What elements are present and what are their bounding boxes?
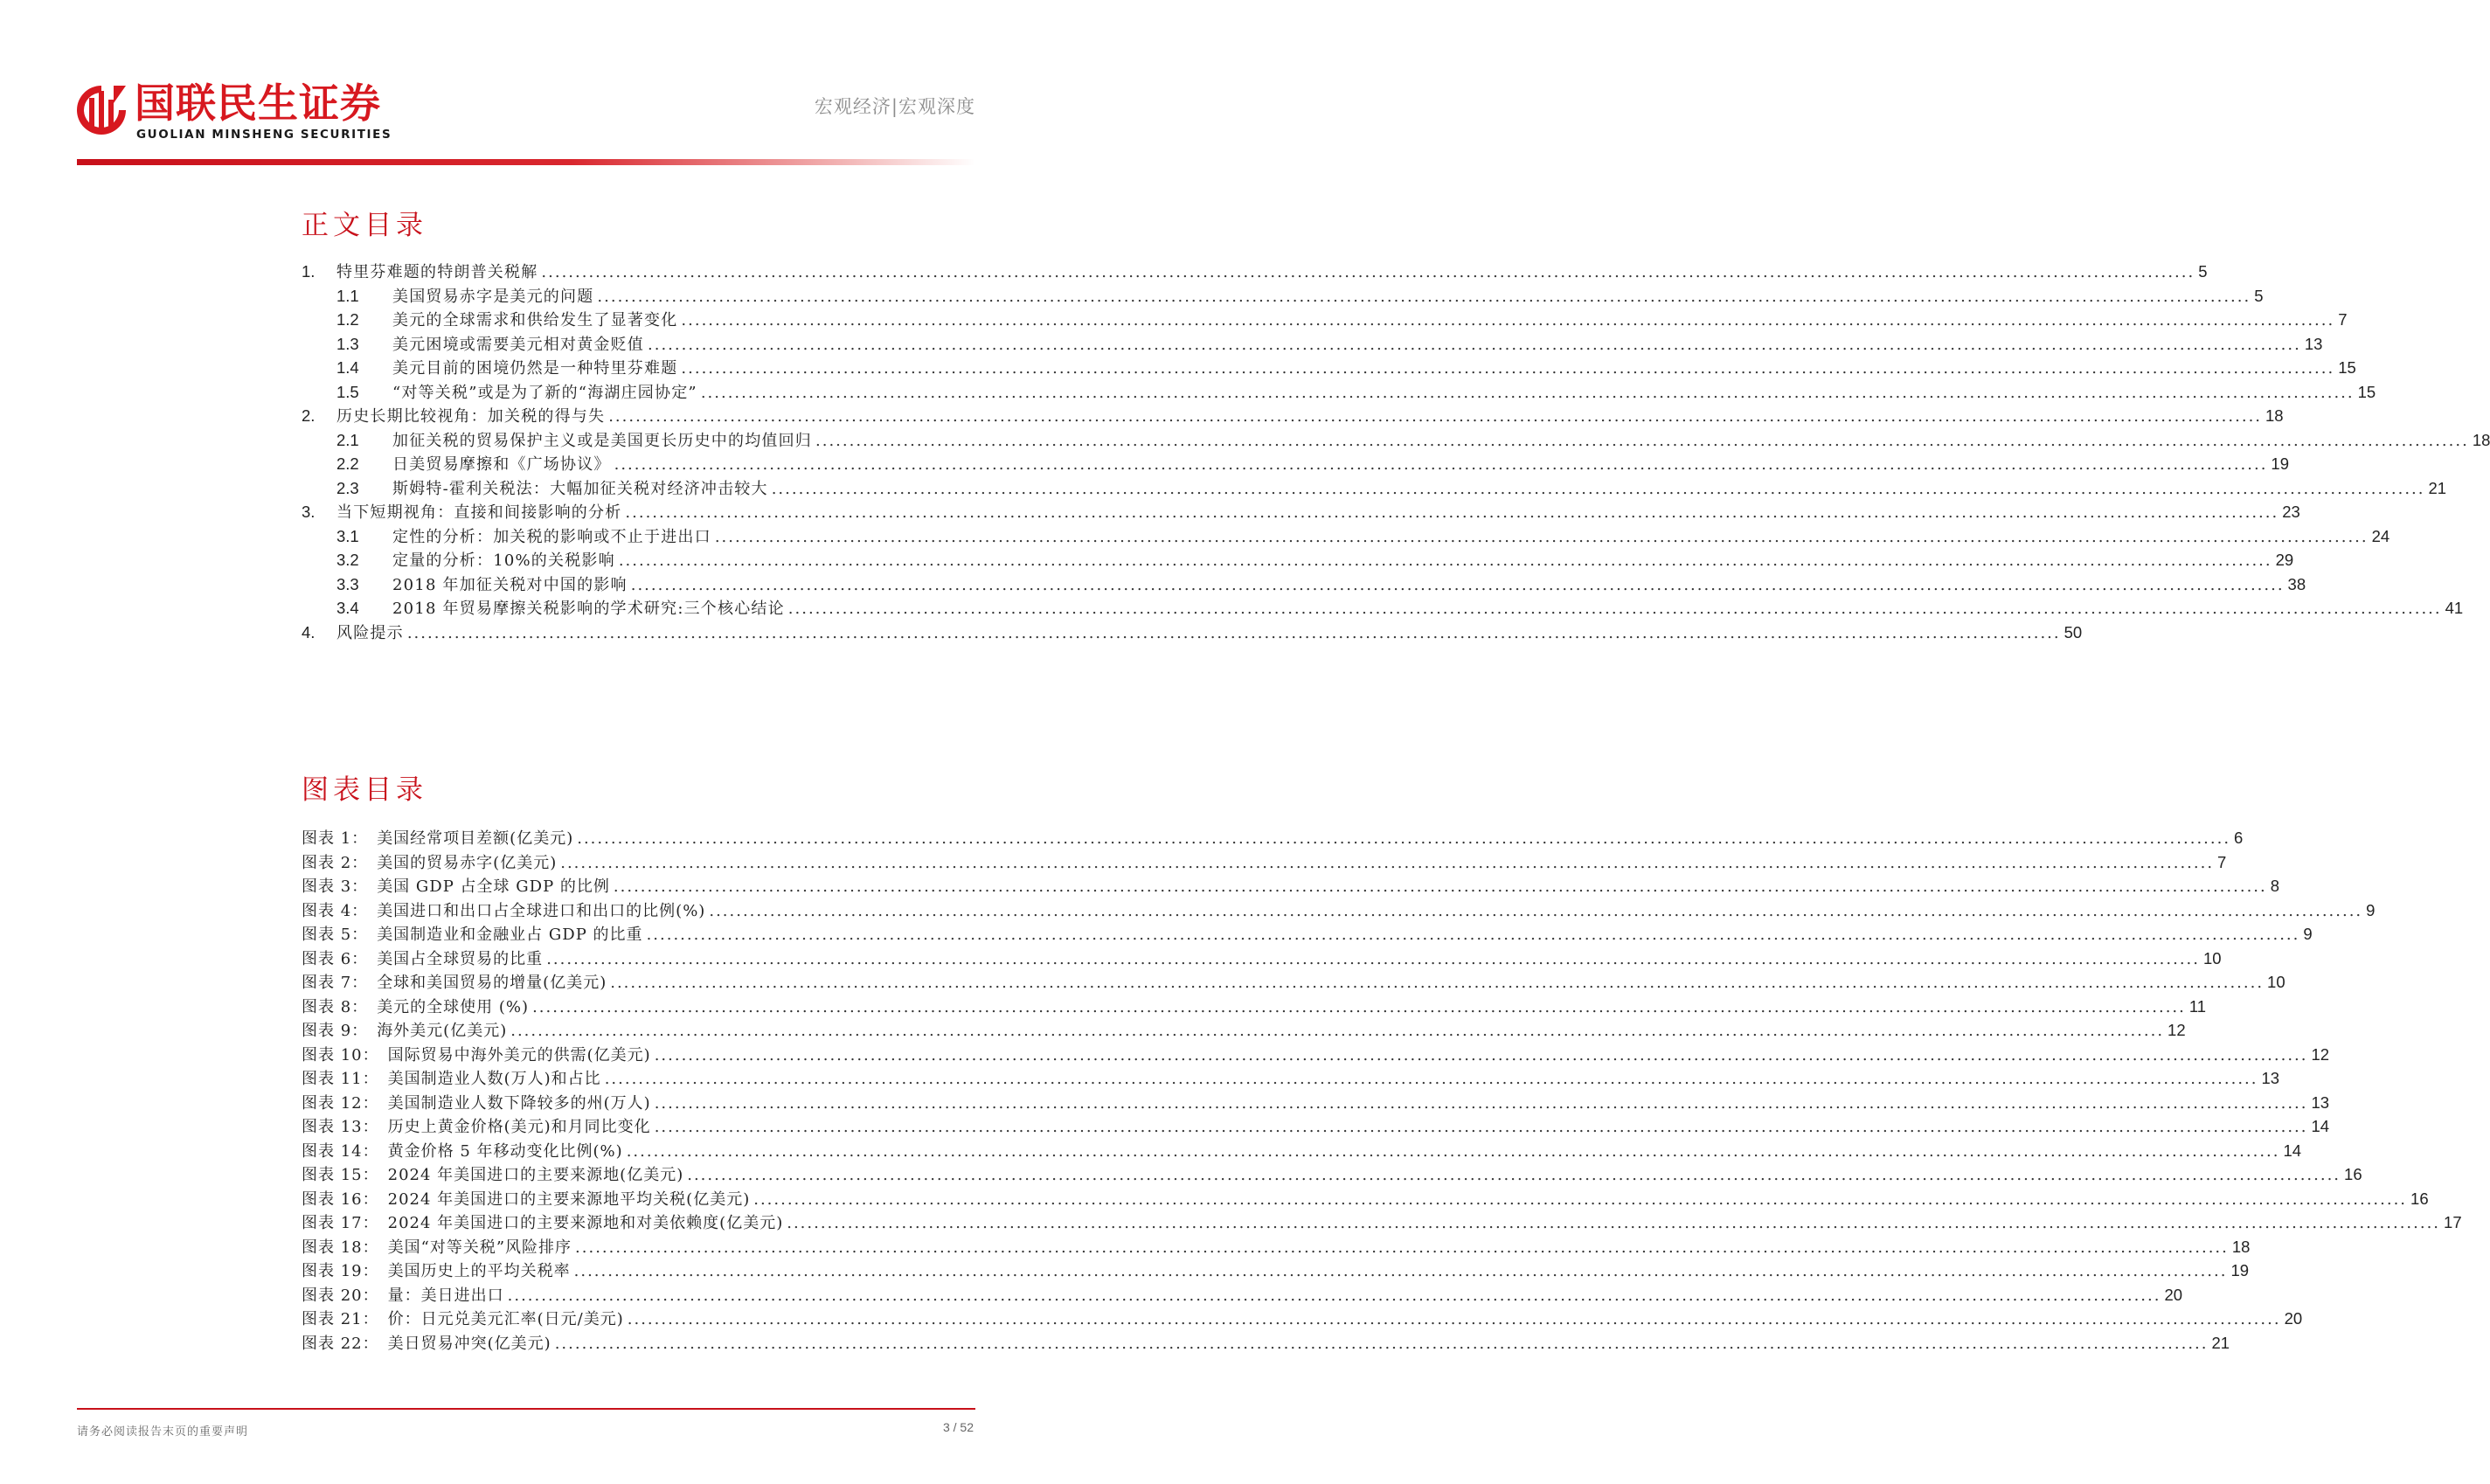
toc-entry[interactable]	[302, 404, 2284, 428]
toc-entry-page: 5	[2198, 262, 2208, 281]
dot-leader	[787, 1211, 2440, 1236]
toc-entry-number: 3.1	[336, 526, 359, 545]
dot-leader	[560, 851, 2214, 876]
figure-entry-page: 14	[2283, 1141, 2302, 1160]
figure-entry-label: 图表 1：	[302, 829, 369, 848]
figure-entry-label: 图表 19：	[302, 1262, 379, 1280]
figure-entry-title: 2024 年美国进口的主要来源地平均关税(亿美元)	[387, 1189, 751, 1209]
toc-entry-title: 美国贸易赤字是美元的问题	[392, 287, 594, 306]
toc-entry-title: 定量的分析：10%的关税影响	[392, 551, 615, 570]
figure-entry-label: 图表 17：	[302, 1214, 379, 1232]
figure-entry-title: 美国进口和出口占全球进口和出口的比例(%)	[377, 901, 706, 920]
figure-entry-label: 图表 18：	[302, 1238, 379, 1257]
dot-leader	[701, 381, 2355, 406]
figure-entry[interactable]	[302, 1259, 2250, 1283]
figure-entry-title: 美国占全球贸易的比重	[377, 949, 544, 968]
figure-entry[interactable]	[302, 970, 2285, 995]
figure-entry-label: 图表 3：	[302, 877, 369, 896]
header-divider	[77, 159, 975, 165]
figure-entry-page: 13	[2261, 1069, 2280, 1087]
dot-leader	[546, 947, 2200, 972]
figure-entry-label: 图表 20：	[302, 1286, 379, 1305]
figure-entry-title: 2024 年美国进口的主要来源地和对美依赖度(亿美元)	[387, 1214, 784, 1232]
toc-entry-page: 5	[2254, 286, 2264, 305]
dot-leader	[574, 1259, 2228, 1284]
toc-entry-page: 15	[2357, 382, 2376, 401]
figure-entry-page: 18	[2231, 1237, 2251, 1256]
toc-entry-page: 13	[2304, 334, 2323, 353]
figure-entry-title: 美国历史上的平均关税率	[387, 1262, 571, 1280]
toc-entry-number: 3.3	[336, 574, 359, 593]
figure-entry-page: 12	[2311, 1044, 2330, 1064]
toc-entry-page: 7	[2338, 310, 2348, 329]
toc-entry[interactable]	[302, 380, 2376, 405]
figure-entry-page: 16	[2410, 1189, 2429, 1208]
toc-entry[interactable]	[302, 284, 2264, 309]
figure-entry-page: 10	[2203, 948, 2222, 967]
toc-entry[interactable]	[302, 428, 2490, 453]
toc-entry[interactable]	[302, 572, 2306, 597]
figure-entry[interactable]	[302, 922, 2313, 947]
toc-entry-number: 2.	[302, 406, 316, 425]
toc-entry[interactable]	[302, 548, 2294, 572]
toc-entry-title: 特里芬难题的特朗普关税解	[336, 263, 538, 281]
figure-entry-title: 美国“对等关税”风险排序	[387, 1238, 572, 1257]
figure-entry-page: 16	[2344, 1165, 2362, 1183]
figure-entry[interactable]	[302, 874, 2280, 898]
figure-entry-title: 黄金价格 5 年移动变化比例(%)	[387, 1141, 623, 1161]
toc-entry[interactable]	[302, 332, 2323, 357]
toc-entry-number: 3.4	[336, 599, 359, 617]
toc-entry-number: 3.	[302, 503, 316, 521]
toc-entry-title: 风险提示	[336, 623, 404, 642]
toc-entry[interactable]	[302, 260, 2208, 284]
dot-leader	[815, 429, 2469, 454]
toc-entry-title: 斯姆特-霍利关税法：大幅加征关税对经济冲击较大	[392, 479, 768, 498]
figure-entry-page: 20	[2164, 1285, 2183, 1304]
toc-entry-title: 2018 年加征关税对中国的影响	[392, 575, 628, 594]
toc-entry-page: 15	[2338, 358, 2356, 377]
toc-entry-page: 18	[2472, 430, 2490, 449]
dot-leader	[753, 1188, 2407, 1212]
figure-entry-title: 美国制造业人数下降较多的州(万人)	[387, 1093, 651, 1113]
figure-entry-title: 历史上黄金价格(美元)和月同比变化	[387, 1118, 651, 1136]
toc-entry-number: 1.2	[336, 310, 359, 329]
toc-entry-page: 29	[2275, 551, 2294, 569]
toc-entry-number: 1.	[302, 262, 316, 281]
toc-entry-page: 23	[2282, 503, 2300, 521]
toc-entry-page: 24	[2371, 526, 2390, 545]
figure-entry[interactable]	[302, 1091, 2330, 1115]
figure-entry-title: 价：日元兑美元汇率(日元/美元)	[387, 1310, 624, 1328]
toc-entry-page: 21	[2428, 478, 2447, 497]
figure-entry[interactable]	[302, 1210, 2462, 1235]
figure-entry-title: 美国制造业人数(万人)和占比	[387, 1070, 601, 1088]
figure-entry[interactable]	[302, 1187, 2429, 1211]
report-category: 宏观经济|宏观深度	[814, 96, 975, 117]
dot-leader	[614, 875, 2267, 899]
figure-entry-label: 图表 5：	[302, 926, 369, 944]
toc-entry-number: 1.4	[336, 358, 359, 377]
figure-entry-page: 6	[2234, 829, 2244, 847]
brand-logo	[75, 80, 416, 145]
figure-entry-label: 图表 21：	[302, 1310, 379, 1328]
figure-entry-label: 图表 2：	[302, 853, 369, 872]
toc-entry-title: 美元目前的困境仍然是一种特里芬难题	[392, 359, 678, 378]
figure-entry-page: 10	[2267, 973, 2285, 991]
toc-entry-number: 2.2	[336, 454, 359, 473]
dot-leader	[772, 477, 2425, 502]
figure-entry-label: 图表 7：	[302, 974, 369, 992]
figure-entry-page: 14	[2311, 1117, 2330, 1135]
toc-entry-number: 1.5	[336, 382, 359, 401]
footer-notice: 请务必阅读报告末页的重要声明	[77, 1425, 249, 1439]
figure-entry[interactable]	[302, 1139, 2302, 1163]
figure-entry[interactable]	[302, 1043, 2330, 1067]
figure-entry-title: 全球和美国贸易的增量(亿美元)	[377, 974, 607, 992]
figure-entry-page: 19	[2230, 1261, 2250, 1279]
figure-entry-title: 国际贸易中海外美元的供需(亿美元)	[387, 1045, 651, 1064]
dot-leader	[575, 1236, 2229, 1260]
dot-leader	[508, 1284, 2161, 1308]
toc-entry-number: 2.1	[336, 430, 359, 449]
figure-entry-page: 20	[2284, 1309, 2303, 1328]
figure-entry-title: 美国制造业和金融业占 GDP 的比重	[377, 926, 643, 944]
figures-list	[302, 826, 2462, 1355]
figure-entry[interactable]	[302, 898, 2376, 923]
dot-leader	[655, 1044, 2308, 1068]
figure-entry-label: 图表 16：	[302, 1189, 379, 1209]
logo-chinese-name: 国联民生证券	[135, 80, 381, 127]
figure-entry[interactable]	[302, 1018, 2186, 1043]
toc-entry[interactable]	[302, 500, 2300, 524]
dot-leader	[681, 357, 2334, 381]
figure-entry-label: 图表 15：	[302, 1166, 379, 1184]
figure-entry-label: 图表 11：	[302, 1070, 379, 1088]
footer-divider	[77, 1408, 975, 1410]
figure-entry-title: 美国的贸易赤字(亿美元)	[377, 853, 558, 872]
toc-entry-number: 3.2	[336, 551, 359, 569]
toc-list	[302, 260, 2490, 644]
toc-entry-title: 美元的全球需求和供给发生了显著变化	[392, 311, 678, 329]
toc-entry-number: 1.1	[336, 286, 359, 305]
figure-entry[interactable]	[302, 1114, 2330, 1139]
toc-entry-number: 2.3	[336, 478, 359, 497]
toc-entry-number: 4.	[302, 622, 316, 641]
figure-entry[interactable]	[302, 1066, 2280, 1091]
dot-leader	[788, 597, 2442, 621]
dot-leader	[510, 1019, 2164, 1044]
figure-entry-page: 12	[2167, 1021, 2186, 1039]
figure-entry[interactable]	[302, 826, 2244, 850]
toc-entry-page: 50	[2063, 622, 2083, 641]
toc-entry-title: 加征关税的贸易保护主义或是美国更长历史中的均值回归	[392, 431, 812, 450]
toc-entry-number: 1.3	[336, 334, 359, 353]
dot-leader	[619, 549, 2272, 573]
figure-entry-title: 海外美元(亿美元)	[377, 1022, 508, 1040]
figure-entry-title: 美国经常项目差额(亿美元)	[377, 829, 574, 848]
toc-entry-title: 定性的分析：加关税的影响或不止于进出口	[392, 527, 711, 546]
figure-entry-label: 图表 22：	[302, 1334, 379, 1353]
figure-entry-label: 图表 4：	[302, 901, 369, 920]
toc-entry[interactable]	[302, 621, 2083, 645]
figure-entry-label: 图表 12：	[302, 1093, 379, 1113]
toc-entry-page: 18	[2265, 406, 2284, 425]
toc-entry-title: 历史长期比较视角：加关税的得与失	[336, 407, 606, 426]
figure-entry[interactable]	[302, 1307, 2303, 1331]
dot-leader	[715, 525, 2369, 550]
toc-entry-title: 日美贸易摩擦和《广场协议》	[392, 455, 611, 474]
figure-entry[interactable]	[302, 850, 2227, 875]
dot-leader	[555, 1332, 2209, 1356]
dot-leader	[577, 827, 2230, 851]
toc-entry-title: 2018 年贸易摩擦关税影响的学术研究:三个核心结论	[392, 600, 785, 618]
figure-entry-label: 图表 8：	[302, 997, 369, 1016]
dot-leader	[532, 995, 2186, 1020]
figure-entry-title: 2024 年美国进口的主要来源地(亿美元)	[387, 1166, 684, 1184]
figure-entry-page: 21	[2211, 1333, 2230, 1352]
dot-leader	[605, 1067, 2258, 1092]
toc-entry[interactable]	[302, 524, 2390, 549]
figure-entry-label: 图表 10：	[302, 1045, 379, 1064]
dot-leader	[648, 333, 2301, 357]
figure-entry[interactable]	[302, 995, 2207, 1019]
figure-entry-title: 美元的全球使用 (%)	[377, 997, 530, 1016]
dot-leader	[627, 1140, 2280, 1164]
dot-leader	[687, 1163, 2341, 1188]
figure-entry-label: 图表 6：	[302, 949, 369, 968]
toc-title: 正文目录	[302, 210, 427, 241]
toc-entry-page: 41	[2445, 599, 2464, 617]
dot-leader	[655, 1092, 2308, 1116]
dot-leader	[541, 260, 2195, 285]
figure-entry-title: 美日贸易冲突(亿美元)	[387, 1334, 551, 1353]
figure-entry-label: 图表 9：	[302, 1022, 369, 1040]
figure-entry-page: 7	[2217, 852, 2227, 871]
figure-entry-title: 美国 GDP 占全球 GDP 的比例	[377, 877, 610, 896]
toc-entry-page: 19	[2271, 454, 2289, 473]
dot-leader	[625, 501, 2278, 525]
toc-entry-title: 美元困境或需要美元相对黄金贬值	[392, 335, 644, 354]
toc-entry[interactable]	[302, 596, 2464, 621]
dot-leader	[628, 1307, 2281, 1332]
logo-mark-icon	[75, 82, 128, 136]
toc-entry[interactable]	[302, 476, 2447, 501]
figure-entry[interactable]	[302, 1162, 2362, 1187]
toc-entry[interactable]	[302, 356, 2356, 380]
figure-entry-page: 9	[2366, 900, 2376, 919]
dot-leader	[610, 971, 2264, 995]
dot-leader	[608, 405, 2262, 429]
figure-entry-label: 图表 14：	[302, 1141, 379, 1161]
dot-leader	[631, 573, 2285, 598]
figure-entry-title: 量：美日进出口	[387, 1286, 504, 1305]
dot-leader	[407, 621, 2061, 646]
dot-leader	[597, 285, 2251, 309]
toc-entry-title: “对等关税”或是为了新的“海湖庄园协定”	[392, 383, 697, 402]
figure-entry-label: 图表 13：	[302, 1118, 379, 1136]
dot-leader	[614, 453, 2268, 477]
toc-entry[interactable]	[302, 308, 2348, 332]
dot-leader	[655, 1115, 2308, 1140]
figure-entry-page: 11	[2188, 996, 2207, 1016]
toc-entry[interactable]	[302, 452, 2289, 476]
toc-entry-page: 38	[2287, 574, 2306, 593]
logo-english-name: GUOLIAN MINSHENG SECURITIES	[136, 128, 392, 142]
figure-entry[interactable]	[302, 1235, 2251, 1259]
figure-entry-page: 17	[2444, 1213, 2462, 1231]
figure-entry-page: 13	[2311, 1092, 2330, 1112]
toc-entry-title: 当下短期视角：直接和间接影响的分析	[336, 503, 622, 522]
figure-entry-page: 8	[2270, 877, 2280, 895]
dot-leader	[647, 923, 2300, 947]
dot-leader	[709, 899, 2362, 924]
figure-entry[interactable]	[302, 947, 2222, 971]
page-indicator: 3 / 52	[942, 1420, 974, 1434]
figures-title: 图表目录	[302, 774, 427, 806]
figure-entry-page: 9	[2303, 925, 2313, 943]
figure-entry[interactable]	[302, 1283, 2183, 1307]
figure-entry[interactable]	[302, 1331, 2230, 1356]
dot-leader	[681, 309, 2334, 333]
